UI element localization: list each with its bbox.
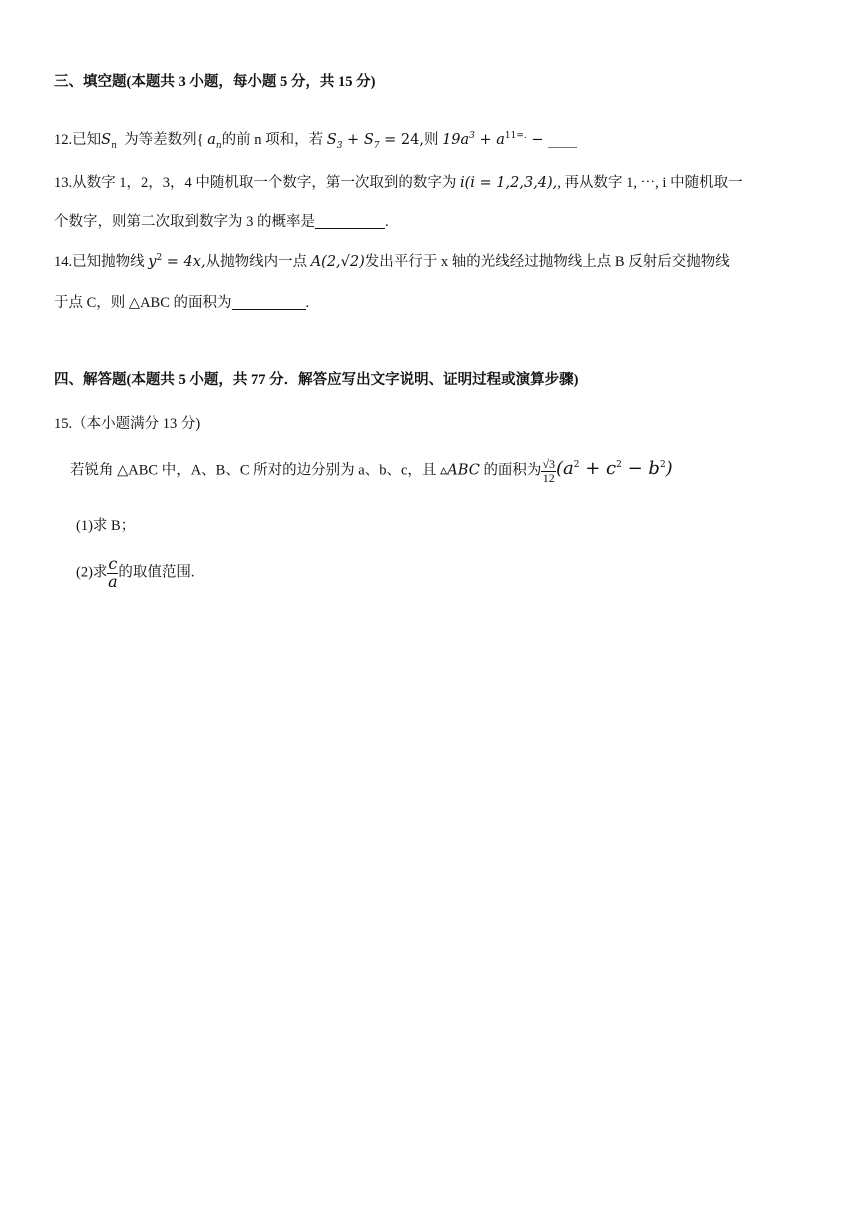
q12-expression: $19a^3 + a^{11=.}$ − ____ bbox=[442, 131, 578, 148]
q15-area-expression: $(a^2 + c^2 - b^2)$ bbox=[556, 458, 673, 480]
q14-answer-blank[interactable] bbox=[232, 295, 306, 311]
q12-an: $a_n$ bbox=[207, 132, 222, 151]
section-4-title bbox=[54, 368, 578, 389]
q13-answer-blank[interactable] bbox=[315, 214, 385, 230]
q15-part-1-text: (1)求 B； bbox=[76, 518, 136, 534]
q14-text-4: 于点 C，则 △ABC 的面积为 bbox=[54, 295, 232, 311]
q13-text-3: 个数字，则第二次取到数字为 3 的概率是 bbox=[54, 214, 315, 230]
q13-text-2: , 再从数字 1, ⋯, i 中随机取一 bbox=[557, 175, 743, 191]
q15-ratio-fraction: $\frac{c}{a}$ bbox=[108, 554, 118, 591]
q13-text-1: 从数字 1，2，3，4 中随机取一个数字，第一次取到的数字为 bbox=[72, 175, 457, 191]
question-15-header bbox=[54, 412, 200, 433]
question-12 bbox=[54, 128, 577, 149]
q15-part-1 bbox=[76, 514, 135, 535]
section-3-title bbox=[54, 70, 375, 91]
question-15-stem bbox=[70, 458, 673, 484]
q15-stem-text-1: 若锐角 △ABC 中，A、B、C 所对的边分别为 a、b、c，且 bbox=[70, 462, 437, 479]
q15-triangle: ▵ABC bbox=[440, 462, 480, 479]
question-14-line-1 bbox=[54, 250, 730, 271]
q15-header-text: 15.（本小题满分 13 分) bbox=[54, 416, 201, 432]
q12-text-2: 为等差数列{ bbox=[124, 132, 204, 148]
question-14-line-2 bbox=[54, 291, 309, 312]
question-13-line-2 bbox=[54, 210, 389, 231]
q15-stem-text-2: 的面积为 bbox=[483, 462, 542, 479]
question-13-line-1 bbox=[54, 171, 743, 192]
q12-number: 12. bbox=[54, 132, 73, 148]
q14-text-1: 已知抛物线 bbox=[72, 254, 145, 270]
section-4-title-text: 四、解答题(本题共 5 小题，共 77 分．解答应写出文字说明、证明过程或演算步骤) bbox=[54, 372, 579, 388]
q15-coefficient-fraction: $\frac{√3}{12}$ bbox=[542, 457, 556, 485]
q12-text-3: 的前 n 项和，若 bbox=[221, 132, 324, 148]
q15-part-2-text-2: 的取值范围. bbox=[118, 564, 195, 581]
q13-number: 13. bbox=[54, 175, 73, 191]
q14-point-a: A(2,√2) bbox=[310, 254, 365, 270]
q14-text-3: 发出平行于 x 轴的光线经过抛物线上点 B 反射后交抛物线 bbox=[364, 254, 730, 270]
q14-text-2: 从抛物线内一点 bbox=[205, 254, 308, 270]
q13-math: i(i = 1,2,3,4), bbox=[460, 175, 558, 191]
q12-text-4: 则 bbox=[423, 132, 439, 148]
q12-sn: $S_n$ bbox=[101, 132, 117, 151]
q14-text-5: . bbox=[305, 295, 310, 311]
q14-parabola: $y^2 = 4x$, bbox=[148, 253, 206, 270]
q15-part-2-text-1: (2)求 bbox=[76, 564, 108, 581]
q14-number: 14. bbox=[54, 254, 73, 270]
q13-text-4: . bbox=[385, 214, 389, 230]
section-3-title-text: 三、填空题(本题共 3 小题，每小题 5 分，共 15 分) bbox=[54, 74, 376, 90]
q15-part-2 bbox=[76, 556, 195, 591]
q12-equation: $S_3 + S_7 = 24$, bbox=[326, 132, 424, 151]
q12-text-1: 已知 bbox=[72, 132, 102, 148]
